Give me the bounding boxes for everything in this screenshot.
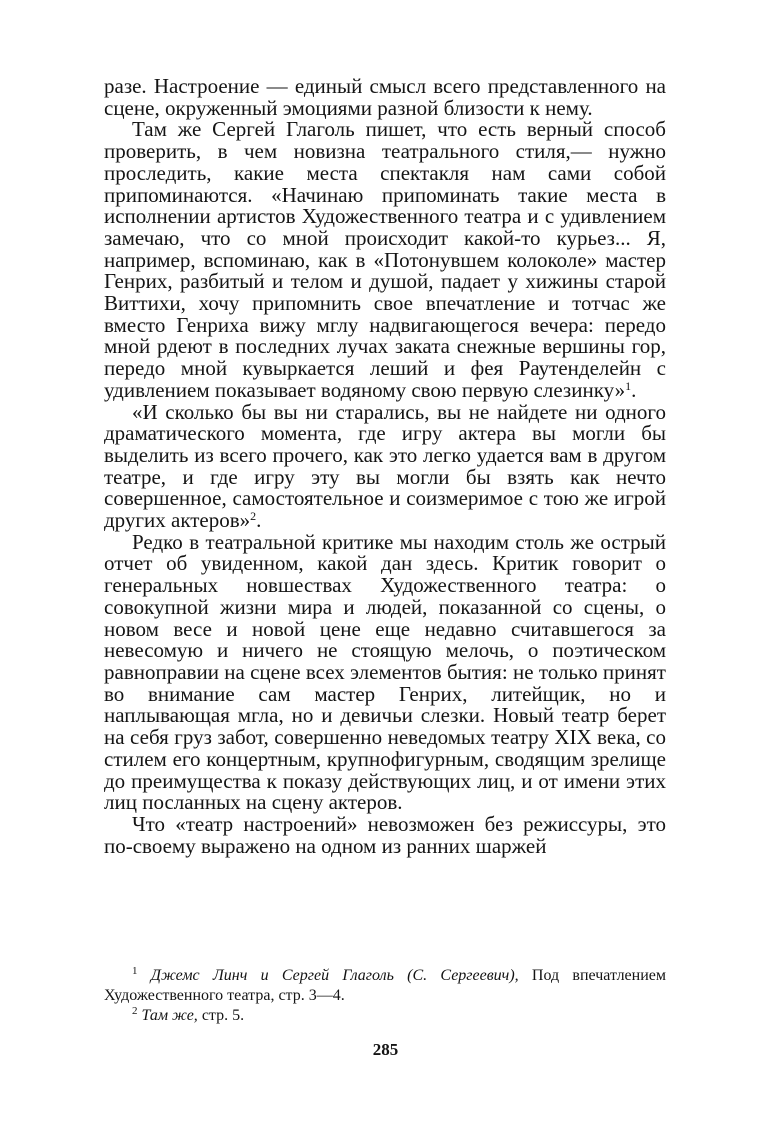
footnote-marker: 1 [132, 965, 138, 977]
footnote-marker: 2 [132, 1005, 138, 1017]
footnote-source-italic: Джемс Линч и Сергей Глаголь (С. Сергеевич), [150, 967, 519, 984]
paragraph-4: Редко в театральной критике мы находим столь же острый отчет об увиденном, какой дан здесь. Критик говорит о генеральных новшествах Художественного театра: о совокупной жизни мира и людей, показанной со сцены, о новом весе и новой цене еще недавно считавшегося за невесомую и ничего не стоящую мелочь, о поэтическом равноправии на сцене всех элементов бытия: не только принят во внимание сам мастер Генрих, литейщик, но и наплывающая мгла, но и девичьи слезки. Новый театр берет на себя груз забот, совершенно неведомых театру XIX века, со стилем его концертным, крупнофигурным, сводящим зрелище до преимущества к показу действующих лиц, и от имени этих лиц посланных на сцену актеров. [104, 529, 666, 815]
paragraph-5: Что «театр настроений» невозможен без режиссуры, это по-своему выражено на одном из ранних шаржей [104, 811, 666, 858]
footnote-ref-2[interactable]: 2 [250, 509, 257, 524]
footnote-source-text: стр. 5. [197, 1007, 245, 1024]
footnote-source-text: Под впечатлением Художественного театра, стр. 3—4. [104, 967, 667, 1004]
footnote-2 [104, 1006, 666, 1026]
footnote-source-italic: Там же, [141, 1007, 198, 1024]
footnote-1 [104, 966, 666, 1006]
paragraph-3: «И сколько бы вы ни старались, вы не найдете ни одного драматического момента, где игру актера вы могли бы выделить из всего прочего, как это легко удается вам в другом театре, и где игру эту вы могли бы взять как нечто совершенное, самостоятельное и соизмеримое с тою же игрой других актеров»$^2$. [104, 399, 666, 533]
paragraph-2: Там же Сергей Глаголь пишет, что есть верный способ проверить, в чем новизна театрального стиля,— нужно проследить, какие места спектакля нам сами собой припоминаются. «Начинаю припоминать такие места в исполнении артистов Художественного театра и с удивлением замечаю, что со мной происходит какой-то курьез... Я, например, вспоминаю, как в «Потонувшем колоколе» мастер Генрих, разбитый и телом и душой, падает у хижины старой Виттихи, хочу припомнить свое впечатление и тотчас же вместо Генриха вижу мглу надвигающегося вечера: передо мной рдеют в последних лучах заката снежные вершины гор, передо мной кувыркается леший и фея Раутенделейн с удивлением показывает водяному свою первую слезинку»$^1$. [104, 117, 666, 402]
footnote-ref-1[interactable]: 1 [625, 378, 632, 393]
footnotes [104, 966, 666, 1026]
main-text [104, 76, 666, 857]
paragraph-1: разе. Настроение — единый смысл всего представленного на сцене, окруженный эмоциями разной близости к нему. [104, 74, 666, 120]
page-number: 285 [372, 1040, 399, 1059]
